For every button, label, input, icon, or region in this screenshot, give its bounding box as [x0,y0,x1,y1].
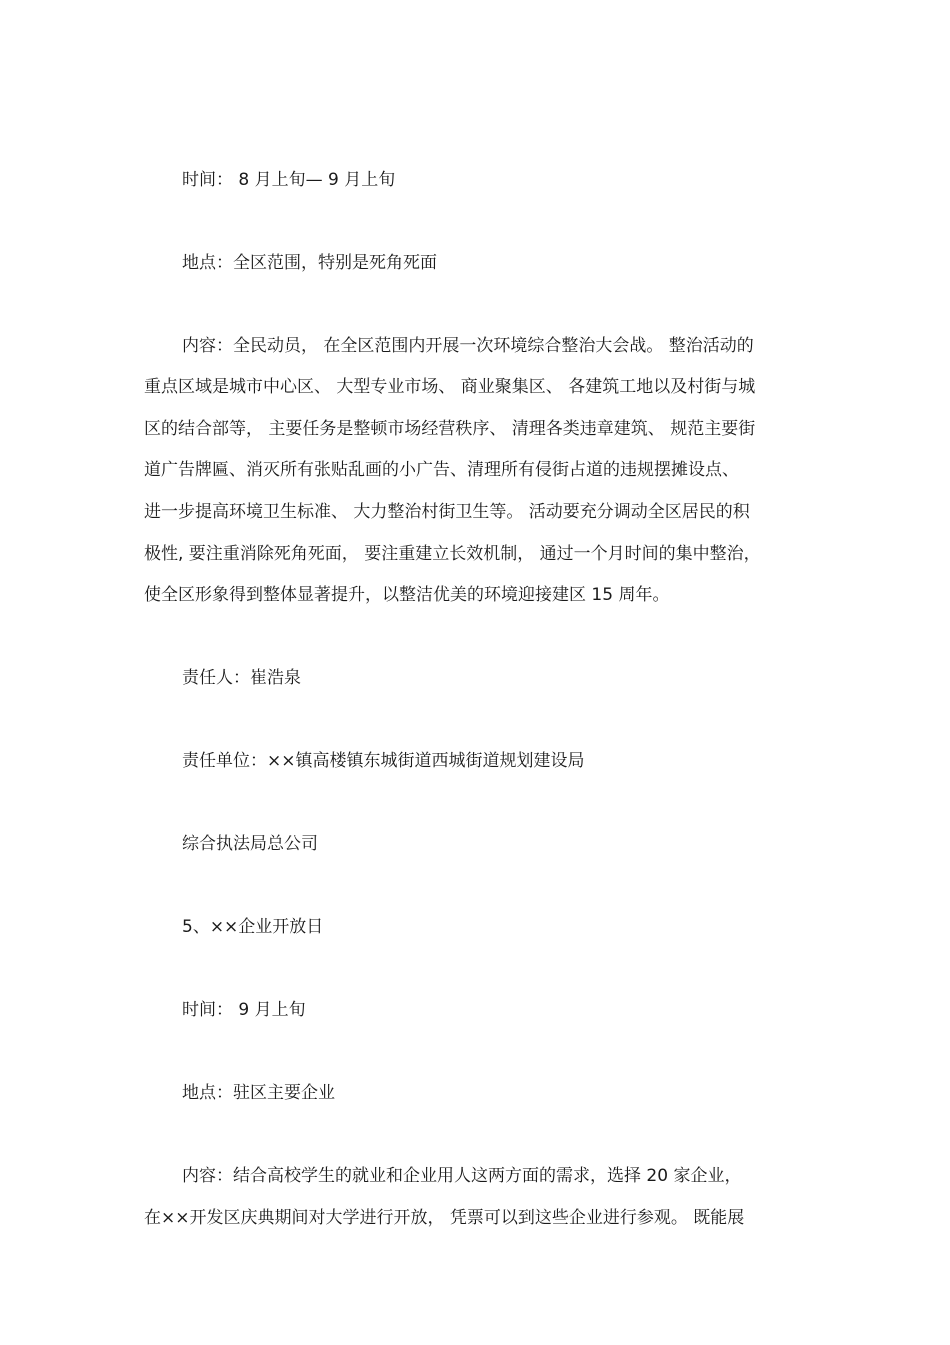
schedule-location: 地点：全区范围，特别是死角死面 [182,253,437,273]
content-paragraph-line: 道广告牌匾、消灭所有张贴乱画的小广告、清理所有侵街占道的违规摆摊设点、 [144,460,739,480]
content-paragraph-line: 在××开发区庆典期间对大学进行开放， 凭票可以到这些企业进行参观。 既能展 [144,1208,745,1228]
responsible-units-continued: 综合执法局总公司 [182,834,318,854]
schedule-time: 时间： 8 月上旬— 9 月上旬 [182,170,396,190]
content-paragraph-line: 使全区形象得到整体显著提升，以整洁优美的环境迎接建区 15 周年。 [144,585,670,605]
schedule-time: 时间： 9 月上旬 [182,1000,306,1020]
content-paragraph-line: 内容：结合高校学生的就业和企业用人这两方面的需求，选择 20 家企业， [182,1166,742,1186]
schedule-location: 地点：驻区主要企业 [182,1083,335,1103]
content-paragraph-line: 区的结合部等， 主要任务是整顿市场经营秩序、 清理各类违章建筑、 规范主要街 [144,419,756,439]
content-paragraph-line: 重点区域是城市中心区、 大型专业市场、 商业聚集区、 各建筑工地以及村街与城 [144,377,756,397]
content-paragraph-line: 内容：全民动员， 在全区范围内开展一次环境综合整治大会战。 整治活动的 [182,336,754,356]
section-heading: 5、××企业开放日 [182,917,324,937]
content-paragraph-line: 进一步提高环境卫生标准、 大力整治村街卫生等。 活动要充分调动全区居民的积 [144,502,750,522]
content-paragraph-line: 极性, 要注重消除死角死面， 要注重建立长效机制， 通过一个月时间的集中整治， [144,544,761,564]
responsible-person: 责任人：崔浩泉 [182,668,301,688]
responsible-units: 责任单位：××镇高楼镇东城街道西城街道规划建设局 [182,751,585,771]
